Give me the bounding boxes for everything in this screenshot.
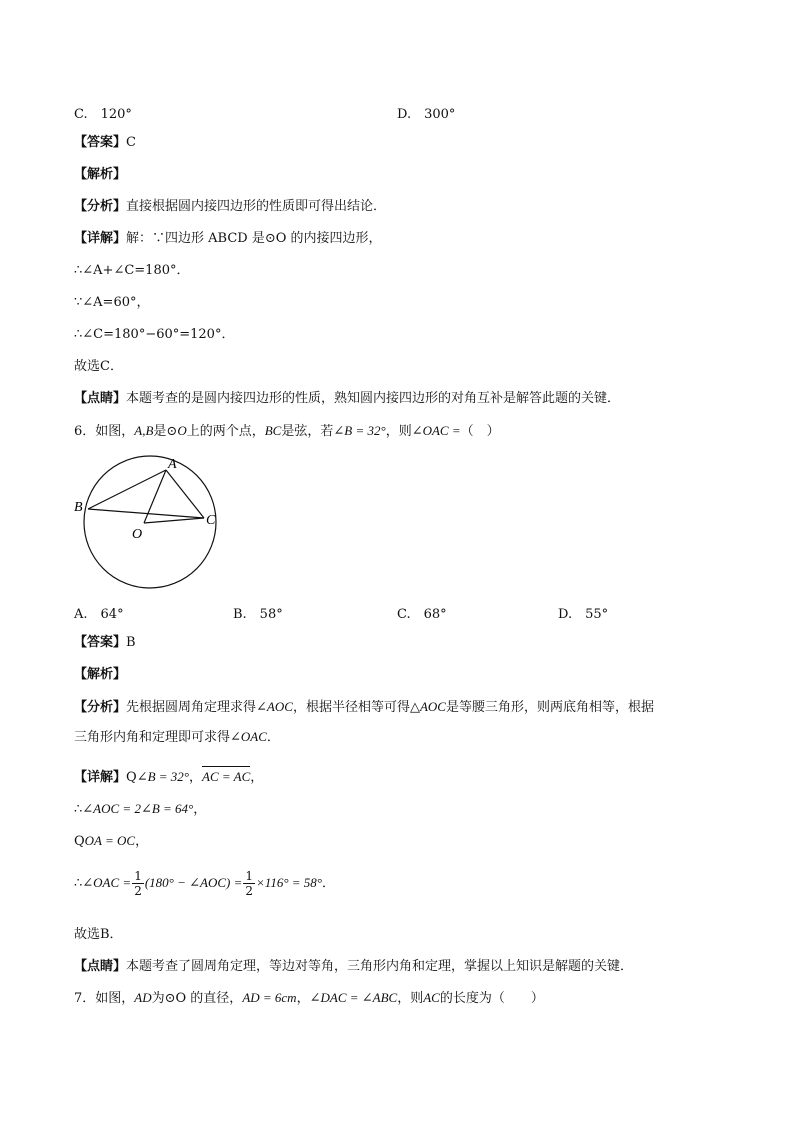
- q6-step2: [74, 832, 148, 851]
- q5-dianjing: [74, 390, 620, 408]
- step-math: ∠AOC = 2∠B = 64°: [82, 801, 194, 816]
- xiangjie-text: ，: [250, 770, 264, 785]
- radius-oc: [144, 518, 204, 523]
- label-c: C: [206, 513, 216, 528]
- fenxi-math: AOC: [419, 699, 446, 714]
- answer-tag: 【答案】: [74, 635, 127, 650]
- q6-step3: [74, 866, 335, 901]
- arc-equality: AC = AC: [202, 766, 250, 786]
- step-text: ，: [135, 834, 149, 849]
- xiangjie-text: 解：∵四边形 ABCD 是⊙O 的内接四边形，: [126, 231, 382, 246]
- stem-text: 6．如图，: [74, 424, 135, 439]
- q6-analysis-heading: [74, 666, 126, 684]
- xiangjie-text: ，: [189, 770, 203, 785]
- q5-answer: [74, 134, 136, 152]
- step-math: (180° − ∠AOC) =: [144, 875, 243, 890]
- stem-text: ，则: [385, 424, 412, 439]
- denominator: 2: [134, 884, 142, 898]
- fenxi-text: 先根据圆周角定理求得: [126, 700, 257, 715]
- q5-xiangjie: [74, 230, 382, 248]
- q6-step1: [74, 800, 206, 819]
- answer-tag: 【答案】: [74, 135, 127, 150]
- fenxi-math: ∠AOC: [256, 699, 293, 714]
- q7-stem: [74, 989, 544, 1008]
- q5-step2: ∵∠A=60°，: [74, 295, 150, 310]
- q6-answer: [74, 634, 136, 652]
- step-text: ，: [193, 802, 207, 817]
- xiangjie-math: ∠B = 32°: [136, 769, 189, 784]
- stem-math: A,B: [134, 423, 154, 438]
- q6-fenxi: [74, 698, 654, 717]
- step-math: OA = OC: [84, 833, 136, 848]
- label-b: B: [74, 500, 83, 515]
- stem-math: AD: [134, 990, 152, 1005]
- stem-math: AC: [423, 990, 440, 1005]
- fenxi-text: ，根据半径相等可得△: [292, 700, 420, 715]
- step-math: ×116° = 58°: [256, 875, 323, 890]
- chord-ba: [88, 470, 166, 509]
- fenxi-math: ∠OAC: [230, 729, 267, 744]
- therefore-symbol: ∴: [74, 802, 83, 817]
- q6-option-a: A. 64°: [74, 607, 124, 622]
- q6-option-b: B. 58°: [233, 607, 283, 622]
- stem-text: 的长度为（ ）: [439, 991, 544, 1006]
- q5-fenxi: [74, 198, 386, 216]
- q5-choose: 故选C．: [74, 359, 123, 374]
- label-o: O: [132, 527, 143, 542]
- dianjing-text: 本题考查了圆周角定理，等边对等角，三角形内角和定理，掌握以上知识是解题的关键．: [126, 959, 634, 974]
- stem-math: ∠DAC = ∠ABC: [309, 990, 398, 1005]
- stem-text: 是弦，若: [281, 424, 334, 439]
- fenxi-text: 是等腰三角形，则两底角相等，根据: [445, 700, 654, 715]
- q6-fenxi-line2: [74, 728, 280, 747]
- stem-text: 上的两个点，: [186, 424, 265, 439]
- stem-text: 为⊙O 的直径，: [151, 991, 243, 1006]
- fenxi-tag: 【分析】: [74, 700, 127, 715]
- fenxi-tag: 【分析】: [74, 199, 127, 214]
- dianjing-tag: 【点睛】: [74, 959, 127, 974]
- q6-xiangjie: [74, 766, 263, 787]
- stem-text: 7．如图，: [74, 991, 135, 1006]
- numerator: 1: [134, 869, 142, 883]
- because-symbol: Q: [74, 834, 85, 849]
- stem-math: O: [177, 423, 187, 438]
- fenxi-text: 直接根据圆内接四边形的性质即可得出结论．: [126, 199, 387, 214]
- circle-figure: [70, 452, 230, 592]
- q6-option-c: C. 68°: [397, 607, 447, 622]
- xiangjie-tag: 【详解】: [74, 770, 127, 785]
- q6-choose: 故选B．: [74, 927, 123, 942]
- step-text: ．: [322, 876, 336, 891]
- q5-option-d: D. 300°: [397, 107, 456, 122]
- answer-value: B: [126, 635, 136, 650]
- analysis-tag: 【解析】: [74, 667, 127, 682]
- stem-math: ∠B = 32°: [333, 423, 386, 438]
- stem-math: ∠OAC =: [411, 423, 461, 438]
- denominator: 2: [245, 884, 254, 898]
- q5-option-c: C. 120°: [74, 107, 132, 122]
- q6-stem: [74, 422, 500, 441]
- stem-text: ，: [296, 991, 310, 1006]
- because-symbol: Q: [126, 770, 137, 785]
- stem-text: ，则: [397, 991, 424, 1006]
- q5-step1: ∴∠A+∠C=180°．: [74, 263, 190, 278]
- stem-text: 是⊙: [153, 424, 178, 439]
- stem-text: （ ）: [460, 424, 500, 439]
- dianjing-text: 本题考查的是圆内接四边形的性质，熟知圆内接四边形的对角互补是解答此题的关键．: [126, 391, 621, 406]
- q6-option-d: D. 55°: [558, 607, 609, 622]
- label-a: A: [168, 457, 177, 472]
- fenxi-text: ．: [266, 730, 280, 745]
- q5-step3: ∴∠C=180°−60°=120°．: [74, 327, 235, 342]
- dianjing-tag: 【点睛】: [74, 391, 127, 406]
- q6-dianjing: [74, 958, 633, 976]
- stem-math: BC: [264, 423, 282, 438]
- stem-math: AD = 6cm: [242, 990, 297, 1005]
- answer-value: C: [126, 135, 136, 150]
- analysis-tag: 【解析】: [74, 167, 127, 182]
- therefore-symbol: ∴: [74, 876, 83, 891]
- step-math: ∠OAC =: [82, 875, 132, 890]
- xiangjie-tag: 【详解】: [74, 231, 127, 246]
- numerator: 1: [245, 869, 254, 883]
- fraction-half: [132, 869, 144, 898]
- fraction-half: [243, 869, 255, 898]
- q5-analysis-heading: [74, 166, 126, 184]
- fenxi-text: 三角形内角和定理即可求得: [74, 730, 231, 745]
